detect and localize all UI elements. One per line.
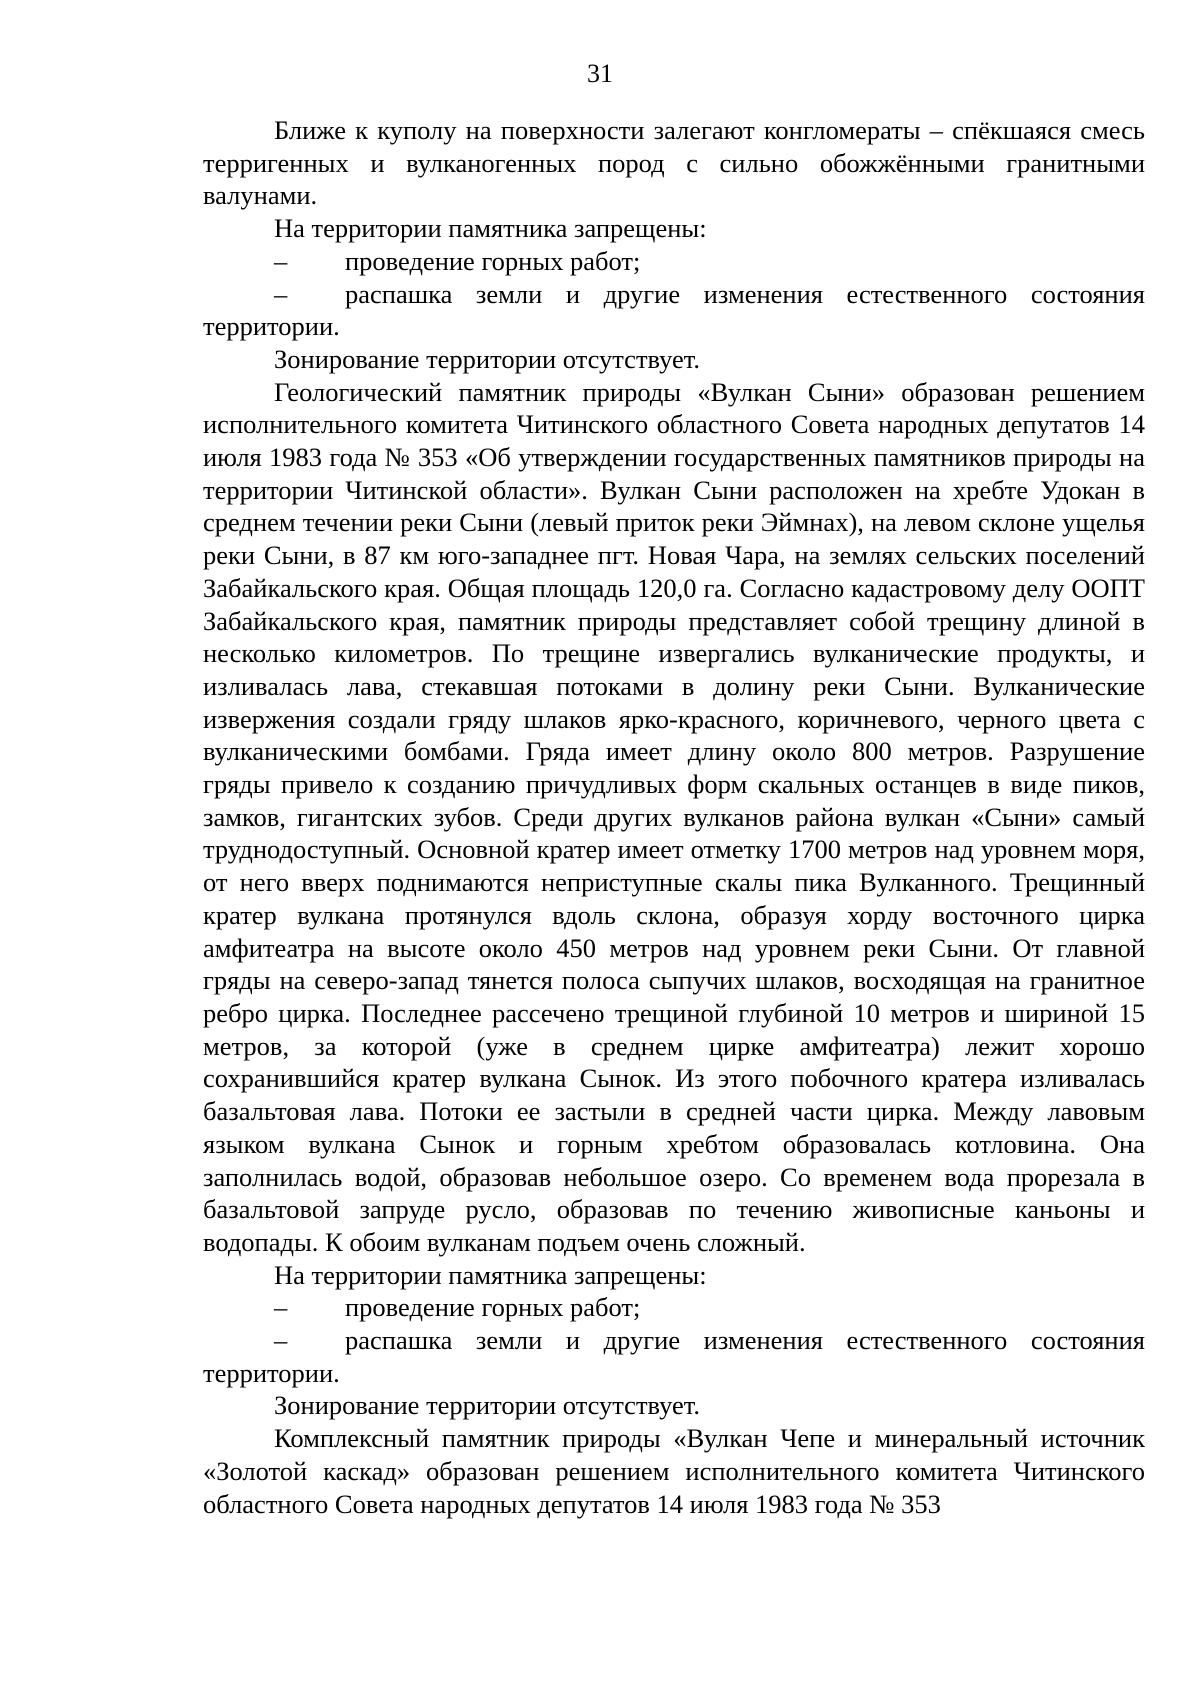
list-item-plowing: [203, 278, 1145, 343]
paragraph-zoning: Зонирование территории отсутствует.: [274, 343, 701, 374]
list-dash: –: [274, 1292, 288, 1323]
paragraph-zoning: Зонирование территории отсутствует.: [274, 1390, 701, 1421]
paragraph-prohibitions-heading: На территории памятника запрещены:: [274, 1259, 707, 1290]
list-dash: –: [274, 1325, 288, 1356]
list-item-text: проведение горных работ;: [345, 1292, 641, 1323]
paragraph-prohibitions-heading: На территории памятника запрещены:: [274, 213, 707, 244]
paragraph-volcano-chepe: Комплексный памятник природы «Вулкан Чепе и минеральный источник «Золотой каскад» образован решением исполнительного комитета Читинского областного Совета народных депутатов 14 июля 1983 года № 353: [203, 1423, 1145, 1519]
list-item-mining: [203, 1291, 1145, 1324]
page-number: 31: [587, 59, 613, 88]
paragraph-volcano-syni: Геологический памятник природы «Вулкан Сыни» образован решением исполнительного комитета Читинского областного Совета народных депутатов 14 июля 1983 года № 353 «Об утверждении государственных памятников природы на территории Читинской области». Вулкан Сыни расположен на хребте Удокан в среднем течении реки Сыни (левый приток реки Эймнах), на левом склоне ущелья реки Сыни, в 87 км юго-западнее пгт. Новая Чара, на землях сельских поселений Забайкальского края. Общая площадь 120,0 га. Согласно кадастровому делу ООПТ Забайкальского края, памятник природы представляет собой трещину длиной в несколько километров. По трещине извергались вулканические продукты, и изливалась лава, стекавшая потоками в долину реки Сыни. Вулканические извержения создали гряду шлаков ярко-красного, коричневого, черного цвета с вулканическими бомбами. Гряда имеет длину около 800 метров. Разрушение гряды привело к созданию причудливых форм скальных останцев в виде пиков, замков, гигантских зубов. Среди других вулканов района вулкан «Сыни» самый труднодоступный. Основной кратер имеет отметку 1700 метров над уровнем моря, от него вверх поднимаются неприступные скалы пика Вулканного. Трещинный кратер вулкана протянулся вдоль склона, образуя хорду восточного цирка амфитеатра на высоте около 450 метров над уровнем реки Сыни. От главной гряды на северо-запад тянется полоса сыпучих шлаков, восходящая на гранитное ребро цирка. Последнее рассечено трещиной глубиной 10 метров и шириной 15 метров, за которой (уже в среднем цирке амфитеатра) лежит хорошо сохранившийся кратер вулкана Сынок. Из этого побочного кратера изливалась базальтовая лава. Потоки ее застыли в средней части цирка. Между лавовым языком вулкана Сынок и горным хребтом образовалась котловина. Она заполнилась водой, образовав небольшое озеро. Со временем вода прорезала в базальтовой запруде русло, образовав по течению живописные каньоны и водопады. К обоим вулканам подъем очень сложный.: [203, 376, 1145, 1257]
list-item-text: распашка земли и другие изменения естественного состояния территории.: [203, 278, 1145, 342]
list-item-text: проведение горных работ;: [345, 245, 641, 276]
list-item-text: распашка земли и другие изменения естественного состояния территории.: [203, 1325, 1145, 1388]
list-item-mining: [203, 245, 1145, 278]
list-dash: –: [274, 245, 288, 276]
list-dash: –: [274, 278, 288, 309]
document-body: [203, 114, 1145, 1520]
list-item-plowing: [203, 1324, 1145, 1389]
paragraph-conglomerates: Ближе к куполу на поверхности залегают конгломераты – спёкшаяся смесь терригенных и вулканогенных пород с сильно обожжёнными гранитными валунами.: [203, 115, 1145, 211]
